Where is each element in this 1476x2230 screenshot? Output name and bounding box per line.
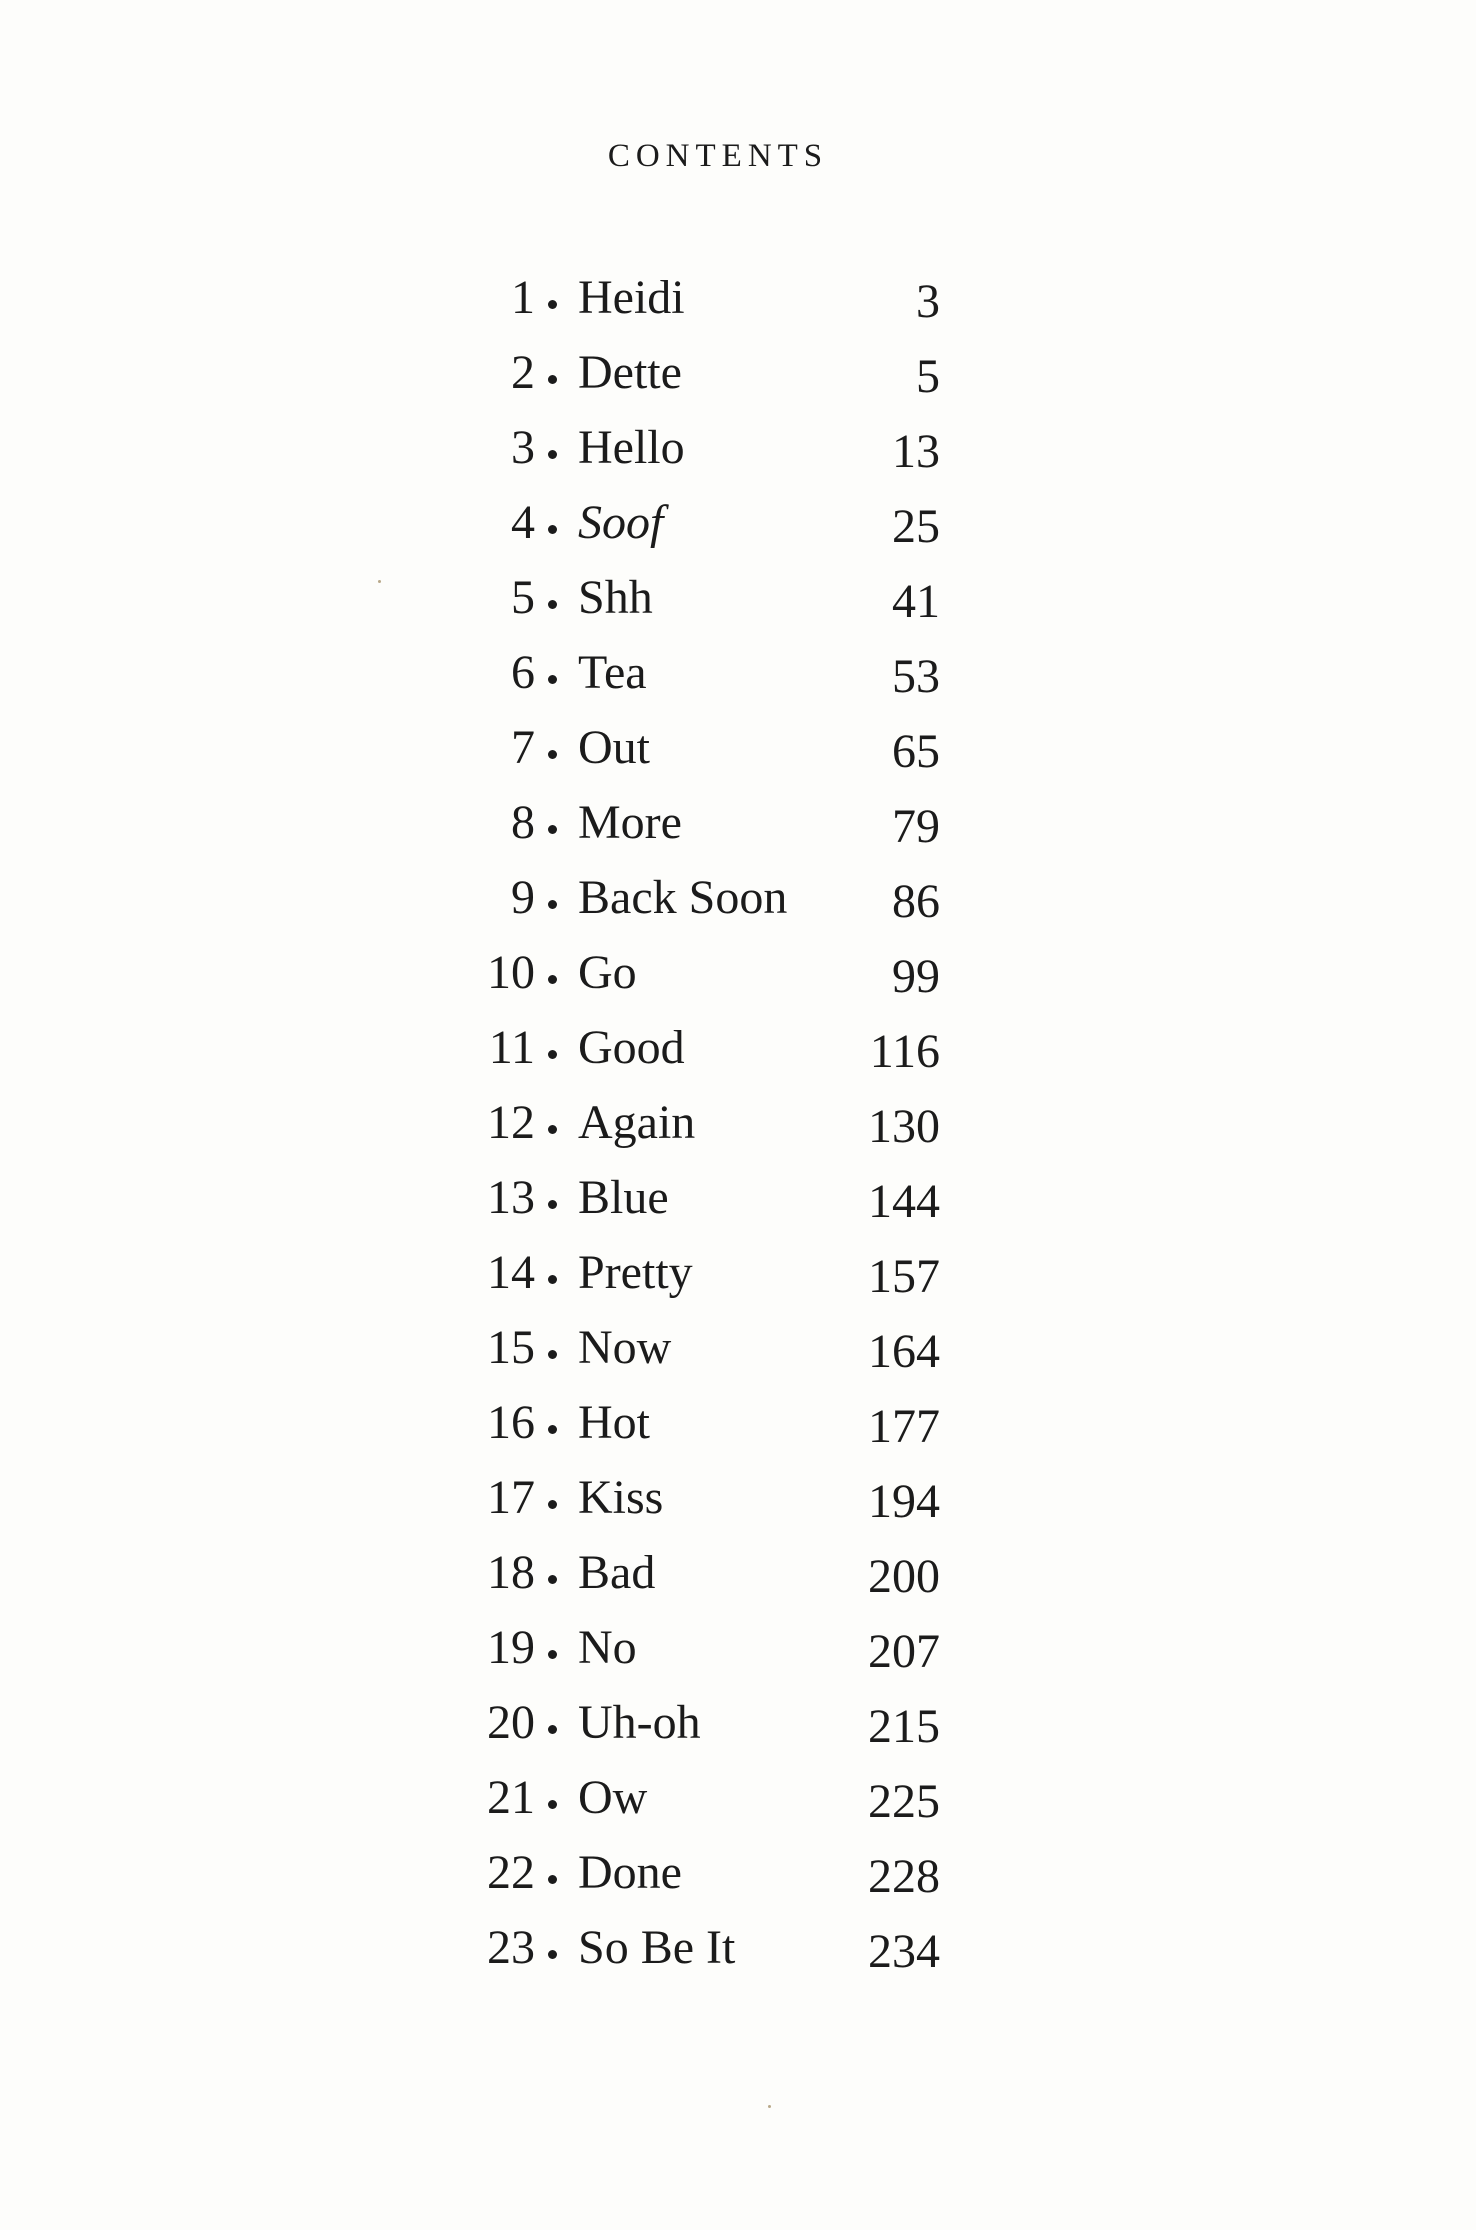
chapter-title: No bbox=[578, 1621, 637, 1674]
toc-entry bbox=[0, 1170, 1476, 1245]
chapter-number: 20 bbox=[487, 1696, 535, 1749]
bullet-separator bbox=[548, 1050, 557, 1059]
bullet-separator bbox=[548, 1575, 557, 1584]
chapter-page-number: 25 bbox=[892, 500, 940, 553]
toc-entry bbox=[0, 645, 1476, 720]
chapter-page-number: 13 bbox=[892, 425, 940, 478]
bullet-separator bbox=[548, 975, 557, 984]
toc-entry bbox=[0, 570, 1476, 645]
chapter-number: 9 bbox=[511, 871, 535, 924]
chapter-page-number: 116 bbox=[869, 1025, 940, 1078]
chapter-page-number: 234 bbox=[868, 1925, 940, 1978]
chapter-number: 23 bbox=[487, 1921, 535, 1974]
chapter-title: Soof bbox=[578, 496, 664, 549]
bullet-separator bbox=[548, 900, 557, 909]
chapter-number: 7 bbox=[511, 721, 535, 774]
chapter-number: 22 bbox=[487, 1846, 535, 1899]
chapter-number: 14 bbox=[487, 1246, 535, 1299]
chapter-number: 15 bbox=[487, 1321, 535, 1374]
chapter-page-number: 99 bbox=[892, 950, 940, 1003]
bullet-separator bbox=[548, 375, 557, 384]
bullet-separator bbox=[548, 750, 557, 759]
bullet-separator bbox=[548, 825, 557, 834]
chapter-page-number: 207 bbox=[868, 1625, 940, 1678]
chapter-title: Uh-oh bbox=[578, 1696, 701, 1749]
bullet-separator bbox=[548, 1125, 557, 1134]
chapter-number: 10 bbox=[487, 946, 535, 999]
table-of-contents bbox=[0, 270, 1476, 1995]
chapter-page-number: 65 bbox=[892, 725, 940, 778]
chapter-number: 8 bbox=[511, 796, 535, 849]
chapter-number: 4 bbox=[511, 496, 535, 549]
chapter-page-number: 194 bbox=[868, 1475, 940, 1528]
chapter-page-number: 41 bbox=[892, 575, 940, 628]
paper-speck bbox=[378, 580, 381, 583]
chapter-page-number: 200 bbox=[868, 1550, 940, 1603]
chapter-number: 17 bbox=[487, 1471, 535, 1524]
chapter-title: Go bbox=[578, 946, 637, 999]
toc-entry bbox=[0, 720, 1476, 795]
chapter-title: Back Soon bbox=[578, 871, 788, 924]
toc-entry bbox=[0, 420, 1476, 495]
chapter-number: 2 bbox=[511, 346, 535, 399]
toc-entry bbox=[0, 795, 1476, 870]
chapter-page-number: 177 bbox=[868, 1400, 940, 1453]
chapter-title: Heidi bbox=[578, 271, 685, 324]
chapter-title: Good bbox=[578, 1021, 685, 1074]
chapter-number: 5 bbox=[511, 571, 535, 624]
toc-entry bbox=[0, 1845, 1476, 1920]
chapter-page-number: 164 bbox=[868, 1325, 940, 1378]
chapter-title: Shh bbox=[578, 571, 653, 624]
chapter-page-number: 144 bbox=[868, 1175, 940, 1228]
chapter-page-number: 53 bbox=[892, 650, 940, 703]
chapter-page-number: 215 bbox=[868, 1700, 940, 1753]
chapter-page-number: 225 bbox=[868, 1775, 940, 1828]
toc-entry bbox=[0, 1245, 1476, 1320]
bullet-separator bbox=[548, 450, 557, 459]
chapter-number: 6 bbox=[511, 646, 535, 699]
bullet-separator bbox=[548, 1500, 557, 1509]
chapter-title: Bad bbox=[578, 1546, 656, 1599]
bullet-separator bbox=[548, 675, 557, 684]
toc-entry bbox=[0, 1770, 1476, 1845]
chapter-page-number: 5 bbox=[916, 350, 940, 403]
chapter-page-number: 79 bbox=[892, 800, 940, 853]
chapter-title: Tea bbox=[578, 646, 647, 699]
bullet-separator bbox=[548, 1350, 557, 1359]
chapter-page-number: 3 bbox=[916, 275, 940, 328]
chapter-number: 11 bbox=[488, 1021, 535, 1074]
toc-entry bbox=[0, 345, 1476, 420]
chapter-title: Blue bbox=[578, 1171, 669, 1224]
bullet-separator bbox=[548, 1275, 557, 1284]
toc-entry bbox=[0, 945, 1476, 1020]
chapter-number: 21 bbox=[487, 1771, 535, 1824]
chapter-page-number: 86 bbox=[892, 875, 940, 928]
chapter-number: 13 bbox=[487, 1171, 535, 1224]
chapter-title: Out bbox=[578, 721, 650, 774]
page-heading: CONTENTS bbox=[607, 138, 829, 174]
toc-entry bbox=[0, 1920, 1476, 1995]
bullet-separator bbox=[548, 300, 557, 309]
toc-entry bbox=[0, 1470, 1476, 1545]
chapter-title: More bbox=[578, 796, 682, 849]
chapter-number: 3 bbox=[511, 421, 535, 474]
chapter-number: 19 bbox=[487, 1621, 535, 1674]
paper-speck bbox=[768, 2105, 771, 2108]
chapter-page-number: 228 bbox=[868, 1850, 940, 1903]
bullet-separator bbox=[548, 1650, 557, 1659]
chapter-title: Again bbox=[578, 1096, 696, 1149]
chapter-title: Ow bbox=[578, 1771, 648, 1824]
chapter-page-number: 157 bbox=[868, 1250, 940, 1303]
bullet-separator bbox=[548, 1725, 557, 1734]
chapter-number: 12 bbox=[487, 1096, 535, 1149]
chapter-title: Dette bbox=[578, 346, 682, 399]
bullet-separator bbox=[548, 1425, 557, 1434]
chapter-page-number: 130 bbox=[868, 1100, 940, 1153]
bullet-separator bbox=[548, 600, 557, 609]
chapter-title: So Be It bbox=[578, 1921, 736, 1974]
toc-entry bbox=[0, 1020, 1476, 1095]
bullet-separator bbox=[548, 1800, 557, 1809]
chapter-number: 1 bbox=[511, 271, 535, 324]
chapter-title: Hot bbox=[578, 1396, 650, 1449]
chapter-title: Done bbox=[578, 1846, 682, 1899]
bullet-separator bbox=[548, 1950, 557, 1959]
toc-entry bbox=[0, 1395, 1476, 1470]
bullet-separator bbox=[548, 1200, 557, 1209]
chapter-title: Now bbox=[578, 1321, 672, 1374]
toc-entry bbox=[0, 1545, 1476, 1620]
bullet-separator bbox=[548, 525, 557, 534]
toc-entry bbox=[0, 1620, 1476, 1695]
toc-entry bbox=[0, 1695, 1476, 1770]
chapter-title: Pretty bbox=[578, 1246, 693, 1299]
chapter-title: Hello bbox=[578, 421, 685, 474]
chapter-title: Kiss bbox=[578, 1471, 664, 1524]
chapter-number: 18 bbox=[487, 1546, 535, 1599]
toc-entry bbox=[0, 870, 1476, 945]
bullet-separator bbox=[548, 1875, 557, 1884]
toc-entry bbox=[0, 1320, 1476, 1395]
toc-entry bbox=[0, 270, 1476, 345]
toc-entry bbox=[0, 495, 1476, 570]
chapter-number: 16 bbox=[487, 1396, 535, 1449]
toc-entry bbox=[0, 1095, 1476, 1170]
